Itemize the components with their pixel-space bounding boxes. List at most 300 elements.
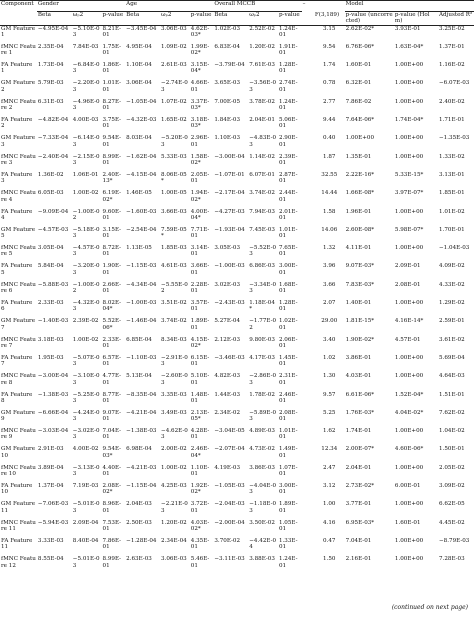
overall-beta-cell: 6.83E-04 xyxy=(214,43,241,50)
adjusted-r2-cell: 4.45E-02 xyxy=(439,519,465,526)
subheader-gender-omega: ωₚ2 xyxy=(72,12,84,18)
f-stat-cell: 1.02 xyxy=(323,354,336,361)
gender-beta-cell: 2.35E-04 xyxy=(37,43,64,50)
row-component-cell: fMNC Feature 12 xyxy=(1,556,36,569)
age-beta-cell: −2.54E-04 xyxy=(126,226,157,233)
gender-pvalue-cell: 8.02E-04* xyxy=(102,300,122,313)
f-stat-cell: 14.06 xyxy=(321,226,338,233)
adjusted-r2-cell: −1.04E-03 xyxy=(439,245,470,252)
dash-spacer-cell xyxy=(302,446,314,464)
f-stat-cell: 2.47 xyxy=(323,464,336,471)
gender-beta-cell: −6.66E-04 xyxy=(37,409,69,416)
gender-beta-cell: 1.95E-03 xyxy=(37,354,64,361)
overall-omega-cell: 1.78E-02 xyxy=(249,391,275,398)
row-component-cell: fMNC Feature 3 xyxy=(1,153,36,166)
f-stat-cell: 3.15 xyxy=(323,25,336,32)
gender-beta-cell: 8.55E-04 xyxy=(37,556,64,563)
gender-beta-cell: 2.33E-03 xyxy=(37,300,64,307)
overall-beta-cell: 3.70E-02 xyxy=(214,537,241,544)
gender-beta-cell: 3.05E-04 xyxy=(37,245,64,252)
f-stat-cell: 32.55 xyxy=(321,171,338,178)
overall-beta-cell: −2.17E-04 xyxy=(214,190,245,197)
overall-omega-cell: −1.77E-02 xyxy=(249,318,277,331)
p-holm-cell: 4.04E-02* xyxy=(394,409,424,416)
table-row xyxy=(0,263,474,281)
age-pvalue-cell: 3.66E-01 xyxy=(190,263,210,276)
overall-beta-cell: 7.00E-05 xyxy=(214,98,241,105)
p-uncorrected-cell: 2.73E-02* xyxy=(345,483,375,490)
gender-beta-cell: 3.18E-03 xyxy=(37,336,64,343)
age-omega-cell: 3.49E-03 xyxy=(161,409,187,416)
adjusted-r2-cell: 2.05E-02 xyxy=(439,464,465,471)
adjusted-r2-cell: 1.37E-01 xyxy=(439,43,465,50)
overall-pvalue-cell: 2.46E-01 xyxy=(278,391,298,404)
p-holm-cell: 6.00E-01 xyxy=(394,483,421,490)
table-row xyxy=(0,410,474,428)
gender-pvalue-cell: 8.99E-01 xyxy=(102,556,122,569)
gender-omega-cell: −1.00E-02 xyxy=(72,281,100,295)
p-uncorrected-cell: 1.90E-02* xyxy=(345,336,375,343)
overall-omega-cell: 3.86E-03 xyxy=(249,464,275,471)
row-component-cell: FA Feature 4 xyxy=(1,208,33,221)
age-omega-cell: 1.85E-03 xyxy=(161,245,187,252)
subheader-age-omega: ωₚ2 xyxy=(161,12,172,18)
age-omega-cell: −2.91E-03 xyxy=(161,354,188,368)
adjusted-r2-cell: 4.33E-02 xyxy=(439,281,465,288)
age-beta-cell: −1.60E-03 xyxy=(126,208,157,215)
age-beta-cell: −1.05E-04 xyxy=(126,98,157,105)
p-uncorrected-cell: 6.95E-03* xyxy=(345,519,375,526)
table-row xyxy=(0,209,474,227)
dash-spacer-cell xyxy=(302,556,314,574)
overall-omega-cell: −5.89E-03 xyxy=(249,409,277,423)
f-stat-cell: 1.00 xyxy=(323,501,336,508)
p-holm-cell: 1.00E+00 xyxy=(394,556,424,563)
age-omega-cell: −5.20E-03 xyxy=(161,135,188,148)
overall-omega-cell: 7.45E-03 xyxy=(249,226,275,233)
gender-beta-cell: −1.40E-03 xyxy=(37,318,69,325)
overall-beta-cell: −3.11E-03 xyxy=(214,556,245,563)
f-stat-cell: 0.40 xyxy=(323,135,336,142)
overall-beta-cell: −2.07E-04 xyxy=(214,446,245,453)
f-stat-cell: 29.00 xyxy=(321,318,338,325)
gender-beta-cell: −4.95E-04 xyxy=(37,25,69,32)
p-uncorrected-cell: 1.74E-01 xyxy=(345,428,372,435)
age-beta-cell: 3.06E-04 xyxy=(126,80,152,87)
overall-pvalue-cell: 1.01E-01 xyxy=(278,226,298,240)
dash-spacer-cell xyxy=(302,172,314,190)
age-omega-cell: 7.59E-05* xyxy=(161,226,187,240)
gender-beta-cell: 1.37E-04 xyxy=(37,483,64,490)
age-pvalue-cell: 3.37E-03* xyxy=(190,98,210,112)
age-beta-cell: −4.21E-04 xyxy=(126,409,157,416)
p-holm-cell: 3.93E-01 xyxy=(394,25,421,32)
overall-pvalue-cell: 2.44E-01 xyxy=(278,190,298,203)
gender-omega-cell: −6.84E-03 xyxy=(72,62,100,75)
age-pvalue-cell: 2.46E-04* xyxy=(190,446,210,459)
f-stat-cell: 3.96 xyxy=(323,263,336,270)
age-pvalue-cell: 7.71E-01 xyxy=(190,226,210,240)
adjusted-r2-cell: 7.62E-02 xyxy=(439,409,465,416)
age-pvalue-cell: 5.10E-01 xyxy=(190,373,210,386)
adjusted-r2-cell: 2.40E-02 xyxy=(439,98,465,105)
table-row xyxy=(0,44,474,62)
f-stat-cell: 3.40 xyxy=(323,336,336,343)
p-uncorrected-cell: 2.60E-08* xyxy=(345,226,375,233)
gender-pvalue-cell: 9.60E-01 xyxy=(102,208,122,221)
table-row xyxy=(0,318,474,336)
age-beta-cell: 4.95E-04 xyxy=(126,43,152,50)
adjusted-r2-cell: 3.13E-01 xyxy=(439,171,465,178)
overall-omega-cell: 6.86E-03 xyxy=(249,263,275,270)
age-pvalue-cell: 2.05E-01 xyxy=(190,171,210,185)
overall-pvalue-cell: 1.45E-01 xyxy=(278,354,298,368)
gender-beta-cell: 3.33E-03 xyxy=(37,537,64,544)
overall-beta-cell: −2.00E-04 xyxy=(214,519,245,526)
age-beta-cell: 1.46E-05 xyxy=(126,190,152,197)
row-component-cell: GM Feature 2 xyxy=(1,80,36,93)
gender-pvalue-cell: 1.75E-01 xyxy=(102,43,122,57)
subheader-gender-pvalue: p-value xyxy=(102,12,124,18)
dash-spacer-cell xyxy=(302,209,314,227)
age-beta-cell: −3.45E-04 xyxy=(126,25,157,32)
overall-omega-cell: 3.74E-02 xyxy=(249,190,275,197)
p-holm-cell: 1.00E+00 xyxy=(394,245,424,252)
table-row xyxy=(0,99,474,117)
overall-beta-cell: 3.65E-03 xyxy=(214,80,241,87)
age-pvalue-cell: 2.28E-01 xyxy=(190,281,210,295)
dash-spacer-cell xyxy=(302,190,314,208)
age-beta-cell: −1.38E-03 xyxy=(126,428,157,435)
dash-spacer-cell xyxy=(302,154,314,172)
overall-beta-cell: 2.12E-03 xyxy=(214,336,241,343)
p-holm-cell: 1.00E+00 xyxy=(394,135,424,142)
header-dash: – xyxy=(302,1,306,7)
row-component-cell: FA Feature 11 xyxy=(1,537,33,551)
age-pvalue-cell: 3.15E-04* xyxy=(190,62,210,75)
p-holm-cell: 1.00E+00 xyxy=(394,537,424,544)
adjusted-r2-cell: 3.25E-02 xyxy=(439,25,465,32)
gender-omega-cell: 2.09E-04 xyxy=(72,519,99,526)
dash-spacer-cell xyxy=(302,318,314,336)
overall-omega-cell: −5.52E-03 xyxy=(249,245,277,258)
p-uncorrected-cell: 4.03E-01 xyxy=(345,373,372,380)
overall-pvalue-cell: 1.01E-01 xyxy=(278,428,298,441)
gender-pvalue-cell: 6.57E-01 xyxy=(102,354,122,368)
age-omega-cell: 2.61E-03 xyxy=(161,62,187,69)
overall-beta-cell: 1.10E-03 xyxy=(214,135,241,142)
table-row xyxy=(0,80,474,98)
age-omega-cell: 2.00E-02 xyxy=(161,446,187,453)
row-component-cell: GM Feature 10 xyxy=(1,446,36,459)
age-pvalue-cell: 3.14E-01 xyxy=(190,245,210,258)
gender-pvalue-cell: 9.54E-01 xyxy=(102,135,122,148)
age-omega-cell: 3.74E-02 xyxy=(161,318,187,325)
age-pvalue-cell: 1.99E-02* xyxy=(190,43,210,57)
adjusted-r2-cell: −8.79E-03 xyxy=(439,537,470,544)
age-pvalue-cell: 1.92E-02* xyxy=(190,483,210,496)
overall-beta-cell: −3.04E-05 xyxy=(214,428,245,435)
table-row xyxy=(0,25,474,44)
f-stat-cell: 3.66 xyxy=(323,281,336,288)
row-component-cell: FA Feature 5 xyxy=(1,263,33,276)
gender-pvalue-cell: 2.33E-01 xyxy=(102,336,122,349)
overall-beta-cell: 4.82E-03 xyxy=(214,373,241,380)
gender-pvalue-cell: 8.72E-01 xyxy=(102,245,122,258)
age-omega-cell: −2.21E-03 xyxy=(161,501,188,514)
gender-pvalue-cell: 1.90E-01 xyxy=(102,263,122,276)
overall-pvalue-cell: 1.91E-01 xyxy=(278,43,298,57)
adjusted-r2-cell: 6.62E-05 xyxy=(439,501,465,508)
age-omega-cell: 8.06E-05* xyxy=(161,171,187,185)
gender-beta-cell: −7.33E-04 xyxy=(37,135,69,142)
continued-note: (continued on next page) xyxy=(391,604,468,611)
overall-pvalue-cell: 1.24E-01 xyxy=(278,25,298,38)
p-holm-cell: 1.00E+00 xyxy=(394,464,424,471)
gender-pvalue-cell: 2.66E-01 xyxy=(102,281,122,295)
overall-omega-cell: 7.94E-03 xyxy=(249,208,275,215)
overall-pvalue-cell: 1.02E-01 xyxy=(278,318,298,331)
overall-pvalue-cell: 1.28E-01 xyxy=(278,300,298,313)
gender-beta-cell: 1.36E-02 xyxy=(37,171,64,178)
row-component-cell: fMNC Feature 11 xyxy=(1,519,36,532)
overall-beta-cell: −1.00E-03 xyxy=(214,263,245,270)
p-uncorrected-cell: 1.76E-03* xyxy=(345,409,375,416)
age-omega-cell: 4.25E-03 xyxy=(161,483,187,490)
p-holm-cell: 5.98E-07* xyxy=(394,226,424,233)
dash-spacer-cell xyxy=(302,520,314,538)
overall-pvalue-cell: 1.24E-01 xyxy=(278,98,298,112)
age-pvalue-cell: 1.48E-01 xyxy=(190,391,210,404)
row-component-cell: GM Feature 9 xyxy=(1,409,36,423)
f-stat-cell: 9.54 xyxy=(323,43,336,50)
row-component-cell: GM Feature 5 xyxy=(1,226,36,240)
age-beta-cell: 1.13E-05 xyxy=(126,245,152,252)
f-stat-cell: 1.62 xyxy=(323,428,336,435)
subheader-p-holm: p-value (Holm) xyxy=(394,12,430,25)
gender-beta-cell: 5.79E-03 xyxy=(37,80,64,87)
age-omega-cell: 1.00E-02 xyxy=(161,464,187,471)
gender-omega-cell: −4.32E-03 xyxy=(72,300,100,313)
gender-beta-cell: −7.06E-03 xyxy=(37,501,69,508)
overall-omega-cell: 9.80E-03 xyxy=(249,336,275,343)
overall-omega-cell: 4.17E-03 xyxy=(249,354,275,361)
subheader-overall-pvalue: p-value xyxy=(278,12,300,18)
row-component-cell: fMNC Feature 2 xyxy=(1,98,36,112)
row-component-cell: FA Feature 3 xyxy=(1,171,33,185)
overall-beta-cell: 2.34E-02 xyxy=(214,409,241,416)
age-omega-cell: 3.35E-03 xyxy=(161,391,187,398)
age-beta-cell: −4.21E-03 xyxy=(126,464,157,471)
overall-omega-cell: 1.14E-02 xyxy=(249,153,275,160)
dash-spacer-cell xyxy=(302,99,314,117)
adjusted-r2-cell: −6.07E-03 xyxy=(439,80,470,87)
adjusted-r2-cell: 1.16E-02 xyxy=(439,62,465,69)
overall-omega-cell: 4.89E-03 xyxy=(249,428,275,435)
age-beta-cell: −1.28E-04 xyxy=(126,537,157,544)
gender-pvalue-cell: 9.54E-03* xyxy=(102,446,122,459)
overall-beta-cell: 1.84E-03 xyxy=(214,117,241,124)
row-component-cell: GM Feature 1 xyxy=(1,25,36,38)
p-uncorrected-cell: 6.32E-01 xyxy=(345,80,372,87)
gender-beta-cell: −1.38E-03 xyxy=(37,391,69,398)
age-omega-cell: 4.61E-03 xyxy=(161,263,187,270)
overall-omega-cell: −1.18E-03 xyxy=(249,501,277,514)
overall-beta-cell: 3.05E-03 xyxy=(214,245,241,252)
row-component-cell: FA Feature 6 xyxy=(1,300,33,313)
age-pvalue-cell: 4.62E-03* xyxy=(190,25,210,38)
table-row xyxy=(0,501,474,519)
overall-pvalue-cell: 2.08E-01 xyxy=(278,409,298,423)
p-holm-cell: 1.00E+00 xyxy=(394,153,424,160)
p-uncorrected-cell: 1.66E-08* xyxy=(345,190,375,197)
dash-spacer-cell xyxy=(302,282,314,300)
age-pvalue-cell: 5.46E-01 xyxy=(190,556,210,569)
row-component-cell: fMNC Feature 4 xyxy=(1,190,36,203)
dash-spacer-cell xyxy=(302,538,314,556)
p-uncorrected-cell: 2.00E-07* xyxy=(345,446,375,453)
p-uncorrected-cell: 1.96E-01 xyxy=(345,208,372,215)
p-holm-cell: 1.00E+00 xyxy=(394,208,424,215)
overall-beta-cell: −1.07E-01 xyxy=(214,171,245,178)
overall-pvalue-cell: 3.00E-01 xyxy=(278,483,298,496)
table-row xyxy=(0,483,474,501)
overall-omega-cell: 1.20E-02 xyxy=(249,43,275,50)
overall-omega-cell: 4.73E-02 xyxy=(249,446,275,453)
p-uncorrected-cell: 3.86E-01 xyxy=(345,354,372,361)
f-stat-cell: 1.30 xyxy=(323,373,336,380)
p-holm-cell: 1.52E-04* xyxy=(394,391,424,398)
age-pvalue-cell: 4.66E-01 xyxy=(190,80,210,93)
gender-omega-cell: −1.00E-02 xyxy=(72,208,100,221)
overall-beta-cell: −1.93E-04 xyxy=(214,226,245,233)
row-component-cell: fMNC Feature 7 xyxy=(1,336,36,349)
overall-omega-cell: 6.07E-01 xyxy=(249,171,275,178)
gender-pvalue-cell: 2.08E-02* xyxy=(102,483,122,496)
table-row xyxy=(0,227,474,245)
age-omega-cell: 1.20E-02 xyxy=(161,519,187,526)
adjusted-r2-cell: 1.04E-02 xyxy=(439,428,465,435)
f-stat-cell: 2.07 xyxy=(323,300,336,307)
header-component: Component xyxy=(1,1,34,7)
p-holm-cell: 1.00E+00 xyxy=(394,62,424,69)
p-uncorrected-cell: 1.00E+00 xyxy=(345,135,374,142)
gender-beta-cell: −3.00E-04 xyxy=(37,373,69,380)
gender-omega-cell: −5.18E-03 xyxy=(72,226,100,240)
overall-beta-cell: −3.00E-04 xyxy=(214,153,245,160)
gender-omega-cell: −3.20E-03 xyxy=(72,263,100,276)
gender-beta-cell: 2.91E-03 xyxy=(37,446,64,453)
age-omega-cell: 1.07E-02 xyxy=(161,98,187,105)
age-pvalue-cell: 1.94E-02* xyxy=(190,190,210,203)
f-stat-cell: 1.74 xyxy=(323,62,336,69)
age-beta-cell: 2.50E-03 xyxy=(126,519,152,526)
overall-beta-cell: −3.79E-04 xyxy=(214,62,245,69)
age-omega-cell: 3.06E-03 xyxy=(161,25,187,32)
age-omega-cell: −2.74E-03 xyxy=(161,80,188,93)
age-omega-cell: −5.55E-02 xyxy=(161,281,188,295)
p-holm-cell: 1.00E+00 xyxy=(394,428,424,435)
subheader-overall-omega: ωₚ2 xyxy=(249,12,260,18)
overall-omega-cell: 3.88E-03 xyxy=(249,556,275,563)
row-component-cell: fMNC Feature 9 xyxy=(1,428,36,441)
p-holm-cell: 1.00E+00 xyxy=(394,80,424,87)
row-component-cell: FA Feature 8 xyxy=(1,391,33,404)
adjusted-r2-cell: 5.69E-04 xyxy=(439,354,465,361)
gender-omega-cell: −4.96E-03 xyxy=(72,98,100,112)
overall-beta-cell: 3.02E-03 xyxy=(214,281,241,288)
table-row xyxy=(0,300,474,318)
gender-omega-cell: 2.39E-02 xyxy=(72,318,99,325)
age-beta-cell: −4.32E-03 xyxy=(126,117,157,124)
adjusted-r2-cell: 1.01E-02 xyxy=(439,208,465,215)
row-component-cell: FA Feature 1 xyxy=(1,62,33,75)
f-stat-cell: 1.32 xyxy=(323,245,336,252)
p-uncorrected-cell: 7.83E-03* xyxy=(345,281,375,288)
dash-spacer-cell xyxy=(302,373,314,391)
f-stat-cell: 0.47 xyxy=(323,537,336,544)
overall-omega-cell: −2.86E-03 xyxy=(249,373,277,386)
f-stat-cell: 9.44 xyxy=(323,117,336,124)
gender-pvalue-cell: 5.52E-06* xyxy=(102,318,122,331)
subheader-adjusted-r2: Adjusted R² xyxy=(439,12,473,18)
gender-pvalue-cell: 7.53E-01 xyxy=(102,519,122,532)
overall-pvalue-cell: 2.06E-01 xyxy=(278,336,298,349)
table-row xyxy=(0,355,474,373)
adjusted-r2-cell: 1.50E-01 xyxy=(439,446,465,453)
gender-beta-cell: −4.57E-03 xyxy=(37,226,69,233)
p-holm-cell: 1.00E+00 xyxy=(394,98,424,105)
table-row xyxy=(0,428,474,446)
adjusted-r2-cell: 1.29E-02 xyxy=(439,300,465,307)
age-beta-cell: −1.62E-04 xyxy=(126,153,157,160)
age-omega-cell: 2.34E-04 xyxy=(161,537,187,544)
p-holm-cell: 1.63E-04* xyxy=(394,43,424,50)
adjusted-r2-cell: 3.09E-02 xyxy=(439,483,465,490)
gender-pvalue-cell: 3.15E-01 xyxy=(102,226,122,240)
p-uncorrected-cell: 1.35E-01 xyxy=(345,153,372,160)
dash-spacer-cell xyxy=(302,337,314,355)
f-stat-cell: 1.58 xyxy=(323,208,336,215)
age-pvalue-cell: 4.35E-01 xyxy=(190,537,210,551)
table-row xyxy=(0,62,474,80)
overall-beta-cell: 4.19E-03 xyxy=(214,464,241,471)
row-component-cell: fMNC Feature 8 xyxy=(1,373,36,386)
gender-omega-cell: −5.01E-03 xyxy=(72,556,100,569)
p-holm-cell: 4.60E-06* xyxy=(394,446,424,453)
gender-omega-cell: −3.02E-03 xyxy=(72,428,100,441)
gender-omega-cell: −6.14E-03 xyxy=(72,135,100,148)
table-row xyxy=(0,520,474,538)
table-row xyxy=(0,538,474,556)
gender-beta-cell: 6.31E-03 xyxy=(37,98,64,105)
age-beta-cell: 2.04E-03 xyxy=(126,501,152,508)
adjusted-r2-cell: 4.09E-02 xyxy=(439,263,465,270)
gender-pvalue-cell: 6.19E-02* xyxy=(102,190,122,203)
age-beta-cell: 1.10E-04 xyxy=(126,62,152,69)
age-omega-cell: 3.06E-03 xyxy=(161,556,187,563)
gender-omega-cell: −5.10E-03 xyxy=(72,25,100,38)
subheader-fstat: F(3,189) xyxy=(314,11,340,18)
overall-pvalue-cell: 1.89E-01 xyxy=(278,501,298,514)
row-component-cell: GM Feature 7 xyxy=(1,318,36,331)
gender-omega-cell: −2.20E-03 xyxy=(72,80,100,93)
adjusted-r2-cell: 1.33E-02 xyxy=(439,153,465,160)
age-omega-cell: 1.00E-05 xyxy=(161,190,187,197)
gender-omega-cell: −4.24E-03 xyxy=(72,409,100,423)
gender-omega-cell: 4.00E-03 xyxy=(72,117,99,124)
age-omega-cell: 3.51E-02 xyxy=(161,300,187,307)
